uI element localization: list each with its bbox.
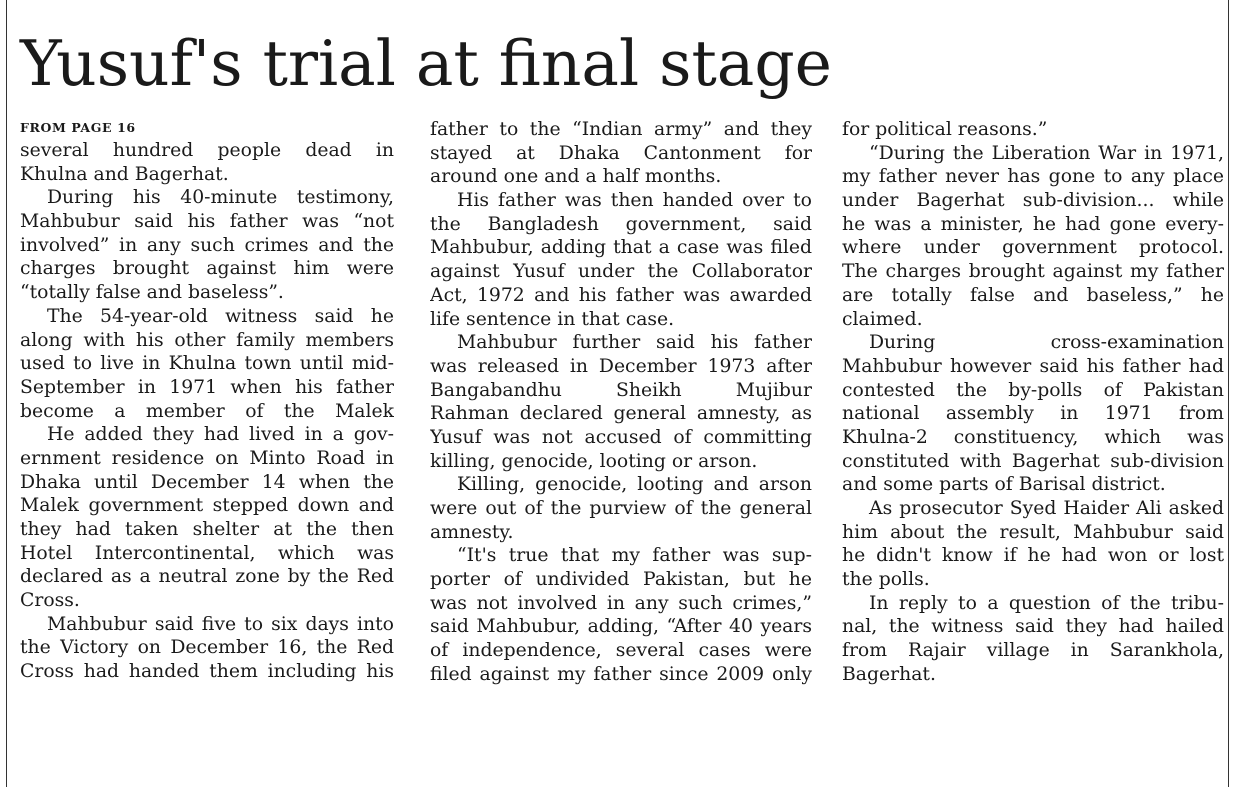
article-text-line: they had taken shelter at the then bbox=[20, 519, 394, 540]
article-text-line: father to the “Indian army” and they bbox=[430, 119, 812, 140]
article-text-line: Mahbubur however said his father had bbox=[842, 355, 1224, 377]
column-2-body bbox=[430, 118, 812, 687]
article-text-line: the Victory on December 16, the Red bbox=[20, 637, 394, 659]
article-text-line: Killing, genocide, looting and arson bbox=[457, 474, 812, 496]
article-text-line: for political reasons.” bbox=[842, 119, 1048, 140]
continuation-kicker: FROM PAGE 16 bbox=[20, 120, 136, 135]
article-text-line: him about the result, Mahbubur said bbox=[842, 521, 1224, 543]
article-text-line: become a member of the Malek bbox=[20, 400, 394, 422]
article-text-line: Khulna-2 constituency, which was bbox=[842, 426, 1224, 448]
article-text-line: along with his other family members bbox=[20, 329, 394, 351]
column-3-body bbox=[842, 118, 1224, 687]
article-text-line: involved” in any such crimes and the bbox=[20, 234, 394, 256]
article-text-line: was not involved in any such crimes,” bbox=[430, 592, 812, 614]
article-text-line: my father never has gone to any place bbox=[842, 166, 1224, 188]
article-text-line: contested the by-polls of Pakistan bbox=[842, 379, 1224, 401]
article-text-line: claimed. bbox=[842, 308, 923, 330]
article-text-line: During his 40-minute testimony, bbox=[47, 187, 394, 209]
article-text-line: charges brought against him were bbox=[20, 258, 394, 280]
article-text-line: against Yusuf under the Collaborator bbox=[430, 261, 812, 283]
article-text-line: the polls. bbox=[842, 569, 930, 591]
article-text-line: the Bangladesh government, said bbox=[430, 213, 812, 235]
article-text-line: were out of the purview of the general bbox=[430, 498, 812, 519]
article-text-line: he didn't know if he had won or lost bbox=[842, 545, 1224, 567]
article-text-line: Dhaka until December 14 when the bbox=[20, 471, 394, 493]
article-text-line: Bagerhat. bbox=[842, 663, 936, 685]
article-text-line: several hundred people dead in bbox=[20, 140, 394, 161]
article-text-line: Hotel Intercontinental, which was bbox=[20, 542, 394, 564]
article-text-line: life sentence in that case. bbox=[430, 308, 675, 330]
article-text-line: declared as a neutral zone by the Red bbox=[20, 566, 394, 588]
article-text-line: The charges brought against my father bbox=[842, 261, 1224, 283]
article-text-line: under Bagerhat sub-division... while bbox=[842, 190, 1224, 212]
article-text-line: Khulna and Bagerhat. bbox=[20, 163, 229, 185]
article-text-line: “totally false and baseless”. bbox=[20, 282, 284, 304]
article-text-line: Mahbubur said five to six days into bbox=[47, 613, 394, 635]
article-text-line: was released in December 1973 after bbox=[430, 355, 812, 377]
article-text-line: constituted with Bagerhat sub-division bbox=[842, 450, 1224, 472]
article-text-line: nal, the witness said they had hailed bbox=[842, 616, 1224, 638]
article-text-line: Cross had handed them including his bbox=[20, 661, 394, 683]
article-text-line: he was a minister, he had gone every- bbox=[842, 213, 1224, 235]
article-headline: Yusuf's trial at final stage bbox=[20, 27, 832, 100]
article-text-line: In reply to a question of the tribu- bbox=[869, 592, 1224, 614]
article-text-line: As prosecutor Syed Haider Ali asked bbox=[869, 498, 1224, 519]
article-text-line: filed against my father since 2009 only bbox=[430, 663, 812, 685]
article-text-line: national assembly in 1971 from bbox=[842, 403, 1224, 425]
article-text-line: around one and a half months. bbox=[430, 166, 722, 188]
article-text-line: of independence, several cases were bbox=[430, 640, 812, 662]
article-text-line: are totally false and baseless,” he bbox=[842, 284, 1224, 306]
article-text-line: Yusuf was not accused of committing bbox=[430, 426, 812, 448]
article-text-line: from Rajair village in Sarankhola, bbox=[842, 640, 1224, 662]
column-rule-left bbox=[6, 0, 7, 787]
article-text-line: amnesty. bbox=[430, 521, 514, 543]
article-text-line: where under government protocol. bbox=[842, 237, 1224, 259]
article-text-line: Mahbubur further said his father bbox=[457, 332, 812, 354]
article-text-line: Mahbubur said his father was “not bbox=[20, 211, 394, 233]
article-text-line: “During the Liberation War in 1971, bbox=[869, 142, 1224, 164]
article-text-line: porter of undivided Pakistan, but he bbox=[430, 569, 812, 591]
article-text-line: Mahbubur, adding that a case was filed bbox=[430, 237, 812, 259]
article-text-line: stayed at Dhaka Cantonment for bbox=[430, 142, 812, 164]
article-text-line: The 54-year-old witness said he bbox=[47, 305, 394, 327]
article-text-line: Act, 1972 and his father was awarded bbox=[430, 284, 812, 306]
article-column-3 bbox=[842, 118, 1224, 687]
article-text-line: During cross-examination bbox=[869, 332, 1224, 354]
article-text-line: Malek government stepped down and bbox=[20, 495, 394, 517]
article-text-line: killing, genocide, looting or arson. bbox=[430, 450, 758, 472]
article-column-1 bbox=[20, 118, 394, 684]
article-text-line: September in 1971 when his father bbox=[20, 376, 394, 398]
article-text-line: Bangabandhu Sheikh Mujibur bbox=[430, 379, 812, 401]
article-text-line: and some parts of Barisal district. bbox=[842, 474, 1166, 496]
article-text-line: said Mahbubur, adding, “After 40 years bbox=[430, 616, 812, 638]
article-column-2 bbox=[430, 118, 812, 687]
article-text-line: used to live in Khulna town until mid- bbox=[20, 353, 394, 375]
article-text-line: He added they had lived in a gov- bbox=[47, 424, 394, 446]
article-text-line: ernment residence on Minto Road in bbox=[20, 447, 394, 469]
article-text-line: His father was then handed over to bbox=[457, 190, 812, 212]
article-text-line: Rahman declared general amnesty, as bbox=[430, 403, 812, 425]
column-rule-right bbox=[1228, 0, 1229, 787]
column-1-body bbox=[20, 139, 394, 684]
article-text-line: “It's true that my father was sup- bbox=[457, 545, 812, 567]
article-text-line: Cross. bbox=[20, 590, 80, 612]
